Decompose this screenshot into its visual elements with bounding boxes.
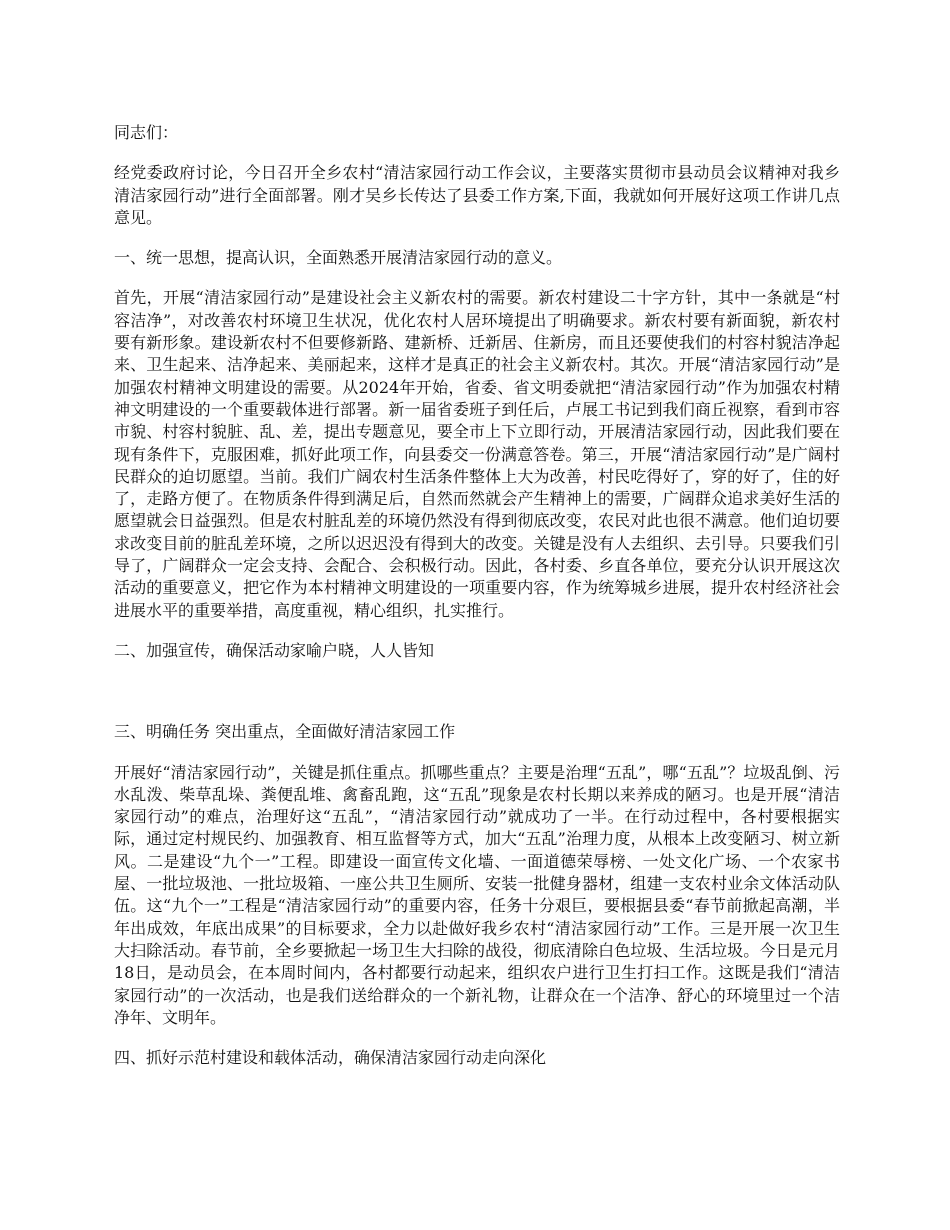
section-1-body: 首先，开展“清洁家园行动”是建设社会主义新农村的需要。新农村建设二十字方针，其中一条就是“村容洁净”，对改善农村环境卫生状况，优化农村人居环境提出了明确要求。新农村要有新面貌，新农村要有新形象。建设新农村不但要修新路、建新桥、迁新居、住新房，而且还要使我们的村容村貌洁净起来、卫生起来、洁净起来、美丽起来，这样才是真正的社会主义新农村。其次。开展“清洁家园行动”是加强农村精神文明建设的需要。从2024年开始，省委、省文明委就把“清洁家园行动”作为加强农村精神文明建设的一个重要载体进行部署。新一届省委班子到任后，卢展工书记到我们商丘视察，看到市容市貌、村容村貌脏、乱、差，提出专题意见，要全市上下立即行动，开展清洁家园行动，因此我们要在现有条件下，克服困难，抓好此项工作，向县委交一份满意答卷。第三，开展“清洁家园行动”是广阔村民群众的迫切愿望。当前。我们广阔农村生活条件整体上大为改善，村民吃得好了，穿的好了，住的好了，走路方便了。在物质条件得到满足后，自然而然就会产生精神上的需要，广阔群众追求美好生活的愿望就会日益强烈。但是农村脏乱差的环境仍然没有得到彻底改变，农民对此也很不满意。他们迫切要求改变目前的脏乱差环境，之所以迟迟没有得到大的改变。关键是没有人去组织、去引导。只要我们引导了，广阔群众一定会支持、会配合、会积极行动。因此，各村委、乡直各单位，要充分认识开展这次活动的重要意义，把它作为本村精神文明建设的一项重要内容，作为统筹城乡进展，提升农村经济社会进展水平的重要举措，高度重视，精心组织，扎实推行。 <box>114 288 840 620</box>
document-page <box>114 122 840 1087</box>
salutation: 同志们： <box>114 123 179 142</box>
section-4-heading: 四、抓好示范村建设和载体活动，确保清洁家园行动走向深化 <box>114 1048 547 1068</box>
section-2-heading: 二、加强宣传，确保活动家喻户晓，人人皆知 <box>114 640 435 660</box>
section-3-body: 开展好“清洁家园行动”，关键是抓住重点。抓哪些重点？主要是治理“五乱”，哪“五乱”？垃圾乱倒、污水乱泼、柴草乱垛、粪便乱堆、禽畜乱跑，这“五乱”现象是农村长期以来养成的陋习。也是开展“清洁家园行动”的难点，治理好这“五乱”，“清洁家园行动”就成功了一半。在行动过程中，各村要根据实际，通过定村规民约、加强教育、相互监督等方式，加大“五乱”治理力度，从根本上改变陋习、树立新风。二是建设“九个一”工程。即建设一面宣传文化墙、一面道德荣辱榜、一处文化广场、一个农家书屋、一批垃圾池、一批垃圾箱、一座公共卫生厕所、安装一批健身器材，组建一支农村业余文体活动队伍。这“九个一”工程是“清洁家园行动”的重要内容，任务十分艰巨，要根据县委“春节前掀起高潮，半年出成效，年底出成果”的目标要求，全力以赴做好我乡农村“清洁家园行动”工作。三是开展一次卫生大扫除活动。春节前，全乡要掀起一场卫生大扫除的战役，彻底清除白色垃圾、生活垃圾。今日是元月18日，是动员会，在本周时间内，各村都要行动起来，组织农户进行卫生打扫工作。这既是我们“清洁家园行动”的一次活动，也是我们送给群众的一个新礼物，让群众在一个洁净、舒心的环境里过一个洁净年、文明年。 <box>114 762 840 1027</box>
section-3-heading: 三、明确任务 突出重点，全面做好清洁家园工作 <box>114 722 456 742</box>
section-1-heading: 一、统一思想，提高认识，全面熟悉开展清洁家园行动的意义。 <box>114 248 563 268</box>
blank-space <box>114 680 840 721</box>
intro-paragraph: 经党委政府讨论，今日召开全乡农村“清洁家园行动工作会议，主要落实贯彻市县动员会议精神对我乡清洁家园行动”进行全面部署。刚才吴乡长传达了县委工作方案,下面，我就如何开展好这项工作讲几点意见。 <box>114 163 840 227</box>
